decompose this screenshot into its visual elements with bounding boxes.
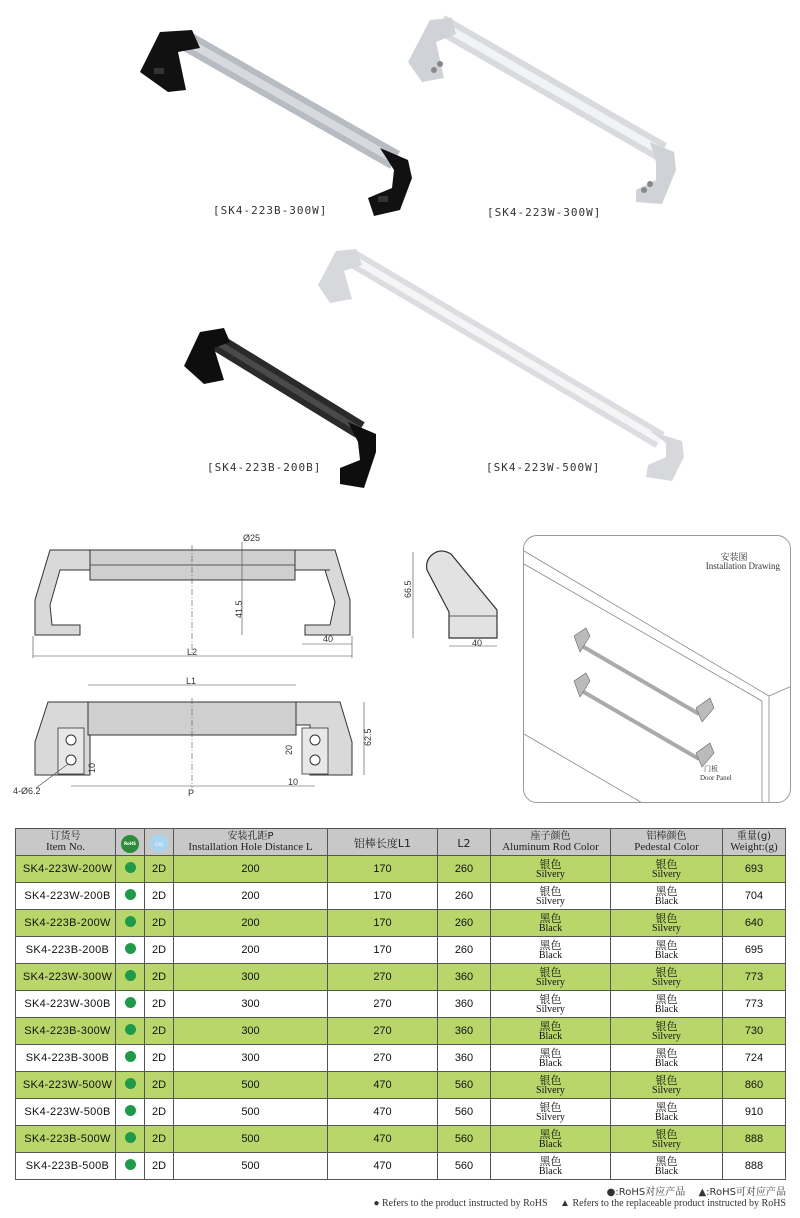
table-row [16,991,786,1018]
item-no: SK4-223B-500B [16,1153,116,1180]
pedestal-color-cell: 黑色 Black [611,1045,723,1072]
dim-hole: 4-Ø6.2 [13,786,41,796]
rohs-dot-icon [125,1159,136,1170]
hole-distance-cell: 500 [174,1153,328,1180]
table-row [16,910,786,937]
rod-color-cell: 银色 Silvery [491,1099,611,1126]
rohs-dot-icon [125,997,136,1008]
rod-color-cell: 黑色 Black [491,910,611,937]
dim-depth: 62.5 [363,728,373,746]
rod-color-cell: 黑色 Black [491,1018,611,1045]
cad-cell[interactable]: 2D [145,1153,174,1180]
rod-color-cell: 黑色 Black [491,1045,611,1072]
rohs-cell [116,937,145,964]
rohs-dot-icon [125,916,136,927]
pedestal-color-cell: 黑色 Black [611,1153,723,1180]
item-no: SK4-223W-200W [16,856,116,883]
hole-distance-cell: 300 [174,964,328,991]
cad-cell[interactable]: 2D [145,991,174,1018]
l1-cell: 170 [328,937,438,964]
product-label: [SK4-223W-500W] [486,461,601,474]
installation-drawing [523,535,791,803]
l1-cell: 270 [328,1045,438,1072]
l2-cell: 360 [438,1045,491,1072]
item-no: SK4-223B-500W [16,1126,116,1153]
l2-cell: 360 [438,991,491,1018]
l2-cell: 260 [438,937,491,964]
item-no: SK4-223W-300B [16,991,116,1018]
weight-cell: 704 [723,883,786,910]
pedestal-color-cell: 黑色 Black [611,991,723,1018]
product-label: [SK4-223B-200B] [207,461,322,474]
rod-color-cell: 银色 Silvery [491,1072,611,1099]
side-view-drawing [405,548,505,648]
rod-color-cell: 黑色 Black [491,1126,611,1153]
rod-color-cell: 银色 Silvery [491,883,611,910]
product-image-sk4-223b-300w [130,20,420,220]
specification-table [15,828,786,1180]
pedestal-color-cell: 银色 Silvery [611,856,723,883]
weight-cell: 724 [723,1045,786,1072]
rod-color-cell: 黑色 Black [491,1153,611,1180]
weight-cell: 888 [723,1126,786,1153]
table-row [16,1153,786,1180]
rohs-cell [116,964,145,991]
l2-cell: 360 [438,964,491,991]
rod-color-cell: 银色 Silvery [491,964,611,991]
hole-distance-cell: 500 [174,1072,328,1099]
hole-distance-cell: 500 [174,1099,328,1126]
hole-distance-cell: 300 [174,1045,328,1072]
pedestal-color-cell: 黑色 Black [611,937,723,964]
dim-side-width: 40 [472,638,483,648]
l2-cell: 560 [438,1153,491,1180]
item-no: SK4-223W-300W [16,964,116,991]
table-row [16,964,786,991]
dim-height-41-5: 41.5 [234,600,244,618]
pedestal-color-cell: 银色 Silvery [611,1018,723,1045]
weight-cell: 773 [723,991,786,1018]
cad-cell[interactable]: 2D [145,1018,174,1045]
table-row [16,1045,786,1072]
hole-distance-cell: 200 [174,910,328,937]
l1-cell: 170 [328,910,438,937]
rohs-dot-icon [125,1132,136,1143]
header-hole-distance: 安装孔距P Installation Hole Distance L [174,829,328,856]
top-view-drawing [30,680,370,790]
hole-distance-cell: 300 [174,1018,328,1045]
product-image-sk4-223w-300w [400,12,690,212]
rohs-cell [116,856,145,883]
header-l2: L2 [438,829,491,856]
rohs-dot-icon [125,1105,136,1116]
cad-cell[interactable]: 2D [145,1045,174,1072]
header-l1: 铝棒长度L1 [328,829,438,856]
header-item-no: 订货号 Item No. [16,829,116,856]
dim-l1: L1 [186,676,197,686]
front-view-drawing [30,530,360,660]
cad-cell[interactable]: 2D [145,1099,174,1126]
rohs-dot-icon [125,1051,136,1062]
l2-cell: 260 [438,883,491,910]
l2-cell: 560 [438,1072,491,1099]
dim-l2: L2 [187,647,198,657]
rohs-cell [116,910,145,937]
door-panel-label-en: Door Panel [700,774,732,782]
weight-cell: 888 [723,1153,786,1180]
rohs-cell [116,883,145,910]
rohs-cell [116,1153,145,1180]
hole-distance-cell: 500 [174,1126,328,1153]
dim-offset-h: 10 [288,777,299,787]
cad-file-icon: CAD [150,834,168,852]
cad-cell[interactable]: 2D [145,937,174,964]
table-row [16,1072,786,1099]
table-row [16,1126,786,1153]
hole-distance-cell: 200 [174,937,328,964]
dim-diameter: Ø25 [243,533,261,543]
rohs-dot-icon [125,862,136,873]
item-no: SK4-223W-500W [16,1072,116,1099]
legend-cn [597,1183,786,1198]
pedestal-color-cell: 银色 Silvery [611,1126,723,1153]
rohs-dot-icon [125,1078,136,1089]
legend-rohs-replaceable-en: ▲ Refers to the replaceable product instructed by RoHS [560,1198,786,1209]
pedestal-color-cell: 银色 Silvery [611,964,723,991]
item-no: SK4-223B-300W [16,1018,116,1045]
l1-cell: 170 [328,856,438,883]
l1-cell: 270 [328,991,438,1018]
l1-cell: 170 [328,883,438,910]
l1-cell: 470 [328,1099,438,1126]
header-cad [145,829,174,856]
rohs-dot-icon [125,889,136,900]
table-row [16,883,786,910]
legend-rohs-en: ● Refers to the product instructed by RoHS [373,1198,548,1209]
rod-color-cell: 黑色 Black [491,937,611,964]
product-label: [SK4-223B-300W] [213,204,328,217]
legend-en [363,1198,786,1209]
l1-cell: 470 [328,1153,438,1180]
weight-cell: 910 [723,1099,786,1126]
rohs-cell [116,1018,145,1045]
hole-distance-cell: 300 [174,991,328,1018]
table-header-row [16,829,786,856]
table-row [16,1099,786,1126]
pedestal-color-cell: 黑色 Black [611,1099,723,1126]
l2-cell: 560 [438,1099,491,1126]
weight-cell: 695 [723,937,786,964]
legend-rohs-replaceable-cn: ▲:RoHS可对应产品 [698,1187,786,1198]
rohs-cell [116,1072,145,1099]
l2-cell: 260 [438,856,491,883]
cad-cell[interactable]: 2D [145,856,174,883]
door-panel-label-cn: 门板 [704,765,718,773]
table-row [16,937,786,964]
l2-cell: 360 [438,1018,491,1045]
rod-color-cell: 银色 Silvery [491,856,611,883]
hole-distance-cell: 200 [174,883,328,910]
rod-color-cell: 银色 Silvery [491,991,611,1018]
cad-cell[interactable]: 2D [145,883,174,910]
rohs-cell [116,1126,145,1153]
pedestal-color-cell: 银色 Silvery [611,910,723,937]
table-row [16,856,786,883]
door-panel-illustration [524,536,791,803]
item-no: SK4-223B-200B [16,937,116,964]
l2-cell: 260 [438,910,491,937]
pedestal-color-cell: 银色 Silvery [611,1072,723,1099]
rohs-dot-icon [125,970,136,981]
l1-cell: 470 [328,1126,438,1153]
dim-side-height: 66.5 [403,580,413,598]
installation-title-cn: 安装图 [720,553,748,563]
dim-foot-40: 40 [323,634,334,644]
header-rohs [116,829,145,856]
legend-rohs-cn: ●:RoHS对应产品 [606,1187,686,1198]
weight-cell: 773 [723,964,786,991]
weight-cell: 730 [723,1018,786,1045]
rohs-dot-icon [125,943,136,954]
product-label: [SK4-223W-300W] [487,206,602,219]
cad-cell[interactable]: 2D [145,1072,174,1099]
dim-p: P [188,788,195,798]
rohs-cell [116,991,145,1018]
item-no: SK4-223W-200B [16,883,116,910]
installation-title-en: Installation Drawing [705,561,780,571]
rohs-dot-icon [125,1024,136,1035]
cad-cell[interactable]: 2D [145,910,174,937]
weight-cell: 860 [723,1072,786,1099]
l2-cell: 560 [438,1126,491,1153]
item-no: SK4-223W-500B [16,1099,116,1126]
header-pedestal-color: 铝棒颜色 Pedestal Color [611,829,723,856]
rohs-cell [116,1099,145,1126]
pedestal-color-cell: 黑色 Black [611,883,723,910]
dim-pitch: 20 [284,744,294,755]
cad-cell[interactable]: 2D [145,964,174,991]
header-rod-color: 座子颜色 Aluminum Rod Color [491,829,611,856]
rohs-icon: RoHS [121,835,139,853]
item-no: SK4-223B-300B [16,1045,116,1072]
table-row [16,1018,786,1045]
l1-cell: 270 [328,964,438,991]
l1-cell: 470 [328,1072,438,1099]
cad-cell[interactable]: 2D [145,1126,174,1153]
weight-cell: 693 [723,856,786,883]
header-weight: 重量(g) Weight:(g) [723,829,786,856]
weight-cell: 640 [723,910,786,937]
hole-distance-cell: 200 [174,856,328,883]
l1-cell: 270 [328,1018,438,1045]
rohs-cell [116,1045,145,1072]
dim-offset-v: 10 [87,762,97,773]
item-no: SK4-223B-200W [16,910,116,937]
